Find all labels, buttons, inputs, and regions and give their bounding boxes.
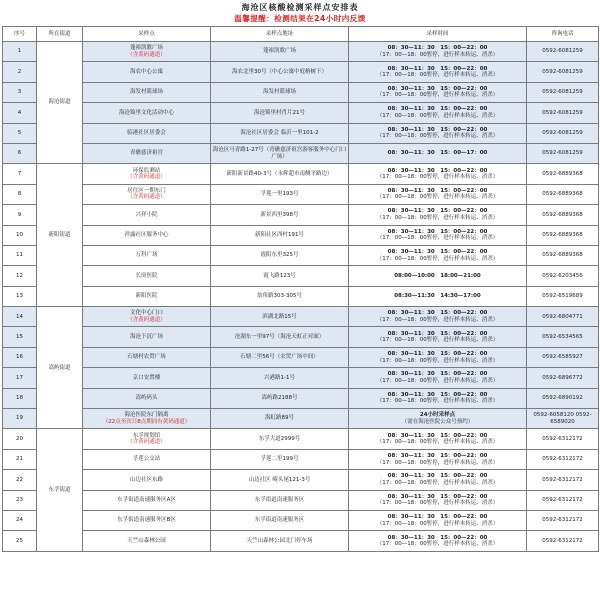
site-address: 海发村篮球场 [211,82,349,102]
sampling-time-cell [349,347,527,367]
col-header-phone: 咨询电话 [527,27,599,42]
table-row [3,388,599,408]
phone-number: 0592-6312172 [527,490,599,510]
yellow-code-tag: （含黄码通道） [127,194,166,201]
table-row [3,531,599,551]
site-address: 霞飞路123号 [211,266,349,286]
row-number: 3 [3,82,37,102]
sampling-time-cell [349,225,527,245]
time-note: （17：00—18：00暂停，进行样本转运、消杀） [376,337,499,344]
site-name: 蓬裕凯歌广场 [129,45,163,52]
site-address: 新阳社区西村191号 [211,225,349,245]
time-note: （17：00—18：00暂停，进行样本转运、消杀） [376,377,499,384]
site-name: 孚莲公交站 [132,456,161,463]
phone-number: 0592-6889368 [527,225,599,245]
time-slots: 08：30—11：30 15：00—22：00 [387,310,488,317]
site-name-cell [83,205,211,225]
time-slots: 08：30—11：30 15：00—22：00 [387,126,488,133]
table-row [3,205,599,225]
site-name-cell [83,470,211,490]
time-note: （17：00—18：00暂停，进行样本转运、消杀） [376,398,499,405]
row-number: 21 [3,449,37,469]
site-name: 东孚街道南速服务区A区 [117,497,176,504]
table-row [3,490,599,510]
site-name: 京口安置楼 [132,374,161,381]
sampling-time-cell [349,307,527,327]
time-slots: 08：30—11：30 15：00—22：00 [387,106,488,113]
time-note: （17：00—18：00暂停，进行样本转运、消杀） [376,520,499,527]
row-number: 9 [3,205,37,225]
site-address: 嵩屿路2188号 [211,388,349,408]
table-row [3,307,599,327]
site-address: 新阳新景路40-3号（永辉超市南侧平路边） [211,164,349,184]
site-address: 滨湖北路15号 [211,307,349,327]
sampling-time-cell [349,531,527,551]
row-number: 19 [3,409,37,429]
sampling-time-cell [349,449,527,469]
sampling-time-cell [349,123,527,143]
row-number: 11 [3,245,37,265]
site-address: 海虹路89号 [211,409,349,429]
site-name: 嵩屿码头 [135,395,158,402]
table-row [3,510,599,530]
phone-number: 0592-6312172 [527,429,599,449]
table-row [3,449,599,469]
site-name-cell [83,490,211,510]
sampling-time-cell [349,490,527,510]
phone-number: 0592-6203456 [527,266,599,286]
row-number: 4 [3,103,37,123]
time-slots: 08：30—11：30 15：00—22：00 [387,473,488,480]
site-name-cell [83,82,211,102]
street-cell: 新阳街道 [37,164,83,307]
table-row [3,164,599,184]
site-address: 霞阳东里325号 [211,245,349,265]
time-slots: 08：30—11：30 15：00—22：00 [387,391,488,398]
phone-number: 0592-6058120 0592-6589020 [527,409,599,429]
table-row [3,42,599,62]
table-row [3,225,599,245]
time-note: （17：00—18：00暂停，进行样本转运、消杀） [376,500,499,507]
col-header-time: 采样时间 [349,27,527,42]
site-name-cell [83,245,211,265]
phone-number: 0592-6312172 [527,531,599,551]
time-slots: 08：30—11：30 15：00—22：00 [387,85,488,92]
site-address: 蓬裕凯歌广场 [211,42,349,62]
table-row [3,184,599,204]
street-cell: 海沧街道 [37,42,83,164]
site-name: 山边社区东路 [129,476,163,483]
phone-number: 0592-6534565 [527,327,599,347]
sampling-time-cell [349,266,527,286]
time-note: （17：00—18：00暂停，进行样本转运、消杀） [376,459,499,466]
row-number: 1 [3,42,37,62]
time-note: （17：00—18：00暂停，进行样本转运、消杀） [376,316,499,323]
phone-number: 0592-6804771 [527,307,599,327]
site-name-cell [83,266,211,286]
site-name-cell [83,42,211,62]
table-row [3,409,599,429]
site-name: 青礁慈济祖宫 [129,150,163,157]
time-note: （17：00—18：00暂停，进行样本转运、消杀） [376,174,499,181]
site-name-cell [83,143,211,163]
sampling-time-cell [349,470,527,490]
site-name: 天竺山森林公园 [127,537,166,544]
phone-number: 0592-6519689 [527,286,599,306]
sampling-time-cell [349,184,527,204]
time-note: （17：00—18：00暂停，进行样本转运、消杀） [376,194,499,201]
site-address: 石塘二里56号（农贸广场中间） [211,347,349,367]
sampling-time-cell [349,62,527,82]
phone-number: 0592-6889368 [527,184,599,204]
page-title: 海沧区核酸检测采样点安排表 [241,3,359,12]
phone-number: 0592-6890192 [527,388,599,408]
yellow-code-tag: （含黄码通道） [127,439,166,446]
time-slots: 08：30—11：30 15：00—22：00 [387,493,488,500]
row-number: 6 [3,143,37,163]
row-number: 18 [3,388,37,408]
time-slots: 08：30—11：30 15：00—22：00 [387,534,488,541]
col-header-site: 采样点 [83,27,211,42]
table-row [3,429,599,449]
site-name: 文化中心门口 [129,310,163,317]
notice-banner: 温馨提醒：检测结果在24小时内反馈 [234,14,366,23]
phone-number: 0592-6896772 [527,368,599,388]
time-note: （17：00—18：00暂停，进行样本转运、消杀） [376,357,499,364]
time-slots: 08:30—11:30 14:30—17:00 [394,293,481,300]
sampling-time-cell [349,205,527,225]
site-address: 兴港路1-1号 [211,368,349,388]
site-name-cell [83,103,211,123]
yellow-code-tag: （含黄码通道） [127,316,166,323]
row-number: 22 [3,470,37,490]
phone-number: 0592-6312172 [527,449,599,469]
site-name-cell [83,429,211,449]
time-slots: 08：30—11：30 15：00—22：00 [387,65,488,72]
site-address: 东孚街道南速服务区 [211,510,349,530]
sampling-sites-table [2,26,599,552]
sampling-time-cell [349,103,527,123]
time-slots: 24小时采样点 [419,412,456,419]
time-note: （17：00—18：00暂停，进行样本转运、消杀） [376,112,499,119]
site-name-cell [83,388,211,408]
site-name: 东孚规划馆 [132,432,161,439]
time-slots: 08：30—11：30 15：00—22：00 [387,371,488,378]
row-number: 17 [3,368,37,388]
time-note: （17：00—18：00暂停，进行样本转运、消杀） [376,133,499,140]
site-address: 孚莲二里199号 [211,449,349,469]
time-note: （17：00—18：00暂停，进行样本转运、消杀） [376,439,499,446]
yellow-code-tag: （22点至次日8点期间有黄码通道） [102,418,191,425]
site-name: 石塘村农贸广场 [127,354,166,361]
phone-number: 0592-6312172 [527,510,599,530]
site-name-cell [83,123,211,143]
phone-number: 0592-6889368 [527,205,599,225]
row-number: 15 [3,327,37,347]
time-note: （17：00—18：00暂停，进行样本转运、消杀） [376,72,499,79]
time-slots: 08：30—11：30 15：00—22：00 [387,208,488,215]
sampling-time-cell [349,82,527,102]
time-note: （17：00—18：00暂停，进行样本转运、消杀） [376,235,499,242]
site-name-cell [83,531,211,551]
time-note: （17：00—18：00暂停，进行样本转运、消杀） [376,51,499,58]
phone-number: 0592-6081259 [527,82,599,102]
table-row [3,123,599,143]
phone-number: 0592-6081259 [527,103,599,123]
site-name-cell [83,327,211,347]
phone-number: 0592-6585927 [527,347,599,367]
time-note: （17：00—18：00暂停，进行样本转运、消杀） [376,479,499,486]
street-cell: 东孚街道 [37,429,83,551]
site-name-cell [83,184,211,204]
site-name: 新阳医院 [135,293,158,300]
time-slots: 08：30—11：30 15：00—22：00 [387,249,488,256]
site-name-cell [83,449,211,469]
phone-number: 0592-6889368 [527,164,599,184]
site-name: 兴祥小院 [135,211,158,218]
table-row [3,103,599,123]
time-slots: 08：30—11：30 15：00—22：00 [387,351,488,358]
time-slots: 08：30—11：30 15：00—22：00 [387,514,488,521]
street-cell: 嵩屿街道 [37,307,83,429]
site-name: 海农中心公寓 [129,68,163,75]
site-address: 新景西里398号 [211,205,349,225]
phone-number: 0592-6081259 [527,62,599,82]
row-number: 2 [3,62,37,82]
row-number: 23 [3,490,37,510]
site-name: 海沧下沉广场 [129,333,163,340]
site-name: 临港社区居委会 [127,130,166,136]
col-header-street: 所在街道 [37,27,83,42]
table-body [3,42,599,552]
phone-number: 0592-6081259 [527,42,599,62]
time-note: （17：00—18：00暂停，进行样本转运、消杀） [376,541,499,548]
time-slots: 08：30—11：30 15：00—22：00 [387,453,488,459]
table-row [3,266,599,286]
time-note: （17：00—18：00暂停，进行样本转运、消杀） [376,92,499,99]
sampling-time-cell [349,286,527,306]
row-number: 5 [3,123,37,143]
time-slots: 08:00—10:00 18:00—21:00 [394,272,481,279]
site-name-cell [83,368,211,388]
table-header-row [3,27,599,42]
site-name-cell [83,62,211,82]
table-row [3,62,599,82]
site-address: 东孚大道2999号 [211,429,349,449]
col-header-no: 序号 [3,27,37,42]
phone-number: 0592-6312172 [527,470,599,490]
site-name: 海发村篮球场 [129,89,163,96]
site-name-cell [83,409,211,429]
row-number: 14 [3,307,37,327]
time-slots: 08：30—11：30 15：00—22：00 [387,330,488,337]
row-number: 12 [3,266,37,286]
site-name: 万科广场 [135,252,158,259]
site-address: 孚莲一里193号 [211,184,349,204]
sampling-time-cell [349,42,527,62]
site-name-cell [83,286,211,306]
sampling-time-cell [349,327,527,347]
row-number: 7 [3,164,37,184]
sampling-time-cell [349,409,527,429]
time-note: （需在海沧医院公众号预约） [401,418,474,425]
site-name-cell [83,164,211,184]
sampling-time-cell [349,245,527,265]
row-number: 10 [3,225,37,245]
site-address: 海沧锦里村肖片21号 [211,103,349,123]
row-number: 20 [3,429,37,449]
time-slots: 08：30—11：30 15：00—22：00 [387,167,488,174]
site-name-cell [83,347,211,367]
site-address: 山边社区 崎头尾121-3号 [211,470,349,490]
site-name-cell [83,510,211,530]
site-name: 长庚医院 [135,272,158,279]
site-name-cell [83,307,211,327]
row-number: 13 [3,286,37,306]
phone-number: 0592-6889368 [527,245,599,265]
table-row [3,327,599,347]
site-name: 海沧锦里文化活动中心 [118,109,174,116]
row-number: 25 [3,531,37,551]
table-row [3,143,599,163]
table-row [3,82,599,102]
time-slots: 08：30—11：30 15：00—22：00 [387,45,488,52]
site-address: 沧湖东一里97号（海沧天虹正对面） [211,327,349,347]
site-address: 翁角路303-305号 [211,286,349,306]
site-name: 环保监测站 [132,167,161,174]
table-row [3,368,599,388]
table-row [3,245,599,265]
table-row [3,347,599,367]
time-slots: 08：30—11：30 15：00—22：00 [387,432,488,439]
site-name: 祥露社区服务中心 [124,231,169,238]
site-name: 居住区一期东门 [127,187,166,194]
yellow-code-tag: （含黄码通道） [127,51,166,58]
table-row [3,286,599,306]
sampling-time-cell [349,510,527,530]
sampling-time-cell [349,368,527,388]
sampling-time-cell [349,164,527,184]
sampling-time-cell [349,143,527,163]
site-address: 天竺山森林公园北门停车场 [211,531,349,551]
time-slots: 08：30—11：30 15：00—22：00 [387,228,488,235]
time-slots: 08：30—11：30 15：00—22：00 [387,187,488,194]
yellow-code-tag: （含黄码通道） [127,174,166,181]
col-header-address: 采样点地址 [211,27,349,42]
table-row [3,470,599,490]
site-address: 海农北里30号（中心公寓中庭榕树下） [211,62,349,82]
time-note: （17：00—18：00暂停，进行样本转运、消杀） [376,214,499,221]
row-number: 16 [3,347,37,367]
site-address: 海沧社区居委会 临沂一里101-2 [211,123,349,143]
row-number: 8 [3,184,37,204]
sampling-time-cell [349,429,527,449]
time-note: （17：00—18：00暂停，进行样本转运、消杀） [376,255,499,262]
phone-number: 0592-6081259 [527,123,599,143]
site-address: 海沧区马青路1-27号（青礁慈济祖宫游客服务中心门口广场） [211,143,349,163]
sampling-time-cell [349,388,527,408]
site-name-cell [83,225,211,245]
site-name: 东孚街道南速服务区B区 [117,517,176,524]
phone-number: 0592-6081259 [527,143,599,163]
row-number: 24 [3,510,37,530]
time-slots: 08：30—11：30 15：00—17：00 [387,150,488,157]
site-name: 海沧医院东门隔离 [124,412,169,419]
site-address: 东孚街道南速服务区 [211,490,349,510]
